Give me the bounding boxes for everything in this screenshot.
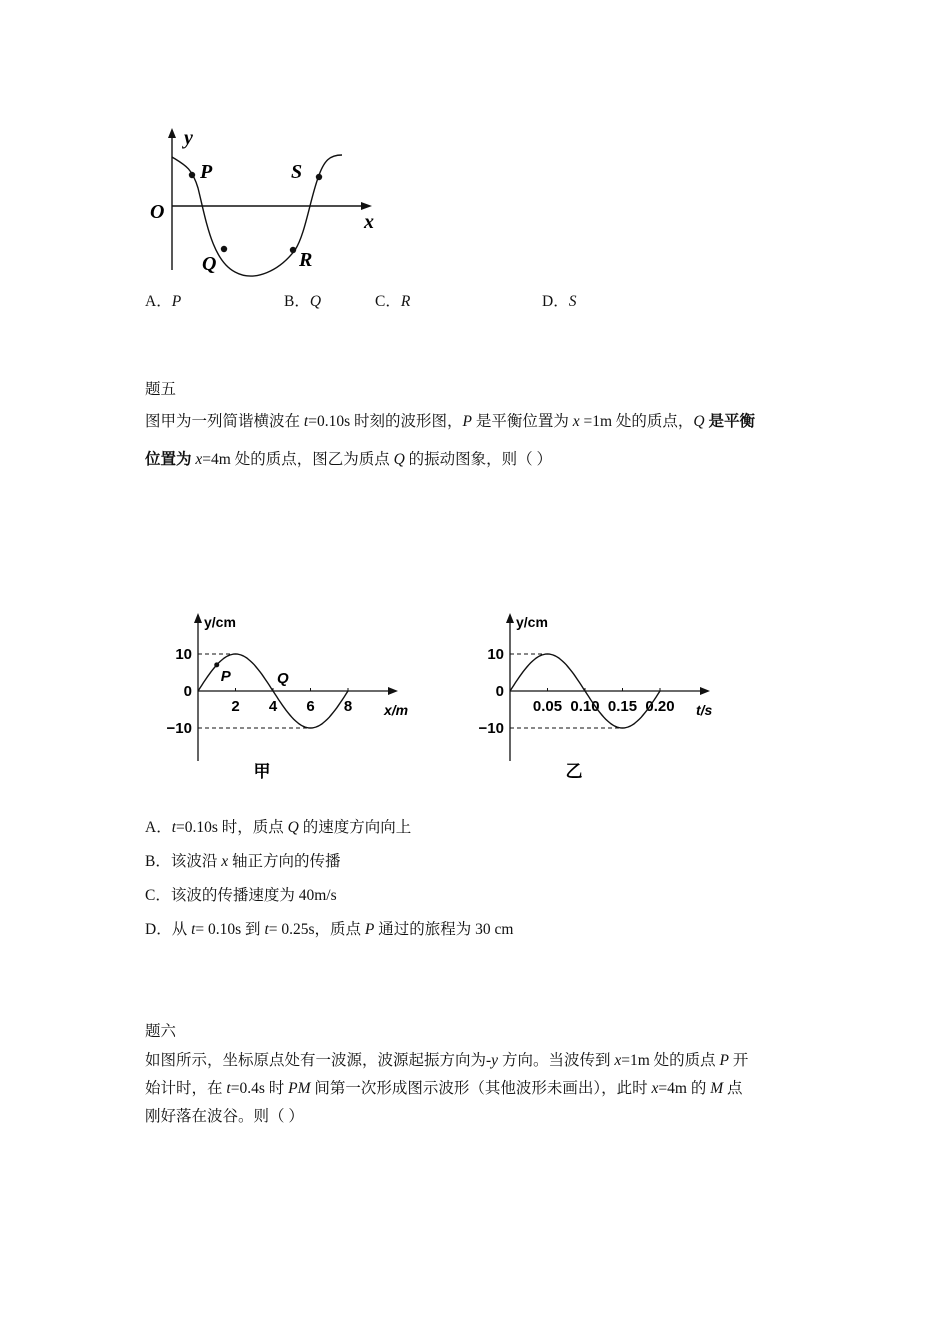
chart-caption: 乙 [565, 762, 583, 781]
chart-caption: 甲 [253, 762, 271, 781]
y-axis-arrow [194, 613, 202, 623]
option-letter: C． [375, 293, 401, 310]
y-tick-label: 0 [495, 683, 504, 700]
option-letter: D． [542, 293, 569, 310]
x-axis-arrow [361, 202, 372, 210]
q5-option-d[interactable]: D．从 t= 0.10s 到 t= 0.25s，质点 P 通过的旅程为 30 cm [145, 921, 514, 938]
y-tick-label: 10 [175, 646, 192, 663]
option-letter: B． [284, 293, 310, 310]
option-text: Q [309, 293, 322, 310]
y-tick-label: −10 [478, 720, 504, 737]
x-tick-label: 4 [268, 698, 278, 715]
y-axis-label: y/cm [204, 614, 236, 630]
x-tick-label: 2 [231, 698, 240, 715]
origin-label: O [150, 201, 165, 223]
y-axis-label: y [184, 127, 193, 149]
q4-option-c[interactable] [375, 292, 410, 312]
y-axis-label: y/cm [516, 614, 548, 630]
wave-figure-1 [140, 120, 400, 285]
x-tick-label: 8 [343, 698, 353, 715]
chart-yi [472, 605, 732, 795]
y-axis-arrow [168, 128, 176, 138]
q4-option-a[interactable] [145, 292, 181, 312]
x-axis-label: x [364, 211, 374, 233]
x-axis-arrow [700, 687, 710, 695]
option-text: S [568, 293, 577, 310]
label-q: Q [277, 670, 289, 687]
q5-option-c[interactable]: C．该波的传播速度为 40m/s [145, 887, 337, 904]
label-p: P [200, 161, 213, 183]
q4-option-d[interactable] [542, 292, 576, 312]
y-tick-label: 0 [183, 683, 192, 700]
point-q [221, 246, 227, 252]
label-s: S [291, 161, 303, 183]
option-letter: A． [145, 293, 172, 310]
q6-stem-line-2: 始计时，在 t=0.4s 时 PM 间第一次形成图示波形（其他波形未画出），此时 x=4m 的 M 点 [145, 1080, 743, 1097]
chart-jia [160, 605, 420, 795]
x-axis-arrow [388, 687, 398, 695]
y-axis-arrow [506, 613, 514, 623]
point-p [214, 662, 219, 667]
q5-option-b[interactable]: B．该波沿 x 轴正方向的传播 [145, 853, 341, 870]
point-s [316, 174, 322, 180]
point-r [290, 247, 296, 253]
wave-curve [172, 155, 342, 276]
x-tick-label: 0.10 [570, 698, 600, 715]
q6-heading: 题六 [145, 1023, 177, 1040]
x-axis-label: t/s [696, 702, 713, 718]
q5-option-a[interactable]: A．t=0.10s 时，质点 Q 的速度方向向上 [145, 819, 412, 836]
option-text: R [400, 293, 411, 310]
q6-stem-line-3: 刚好落在波谷。则（ ） [145, 1108, 304, 1125]
y-tick-label: −10 [166, 720, 192, 737]
label-r: R [299, 249, 313, 271]
label-p: P [220, 667, 231, 685]
x-axis-label: x/m [384, 702, 409, 718]
x-tick-label: 0.15 [607, 698, 638, 715]
q6-stem-line-1: 如图所示，坐标原点处有一波源，波源起振方向为-y 方向。当波传到 x=1m 处的质点 P 开 [145, 1052, 749, 1069]
x-tick-label: 6 [306, 698, 315, 715]
option-text: P [171, 293, 182, 310]
x-tick-label: 0.05 [532, 698, 563, 715]
q5-stem-line-1: 图甲为一列简谐横波在 t=0.10s 时刻的波形图，P 是平衡位置为 x =1m 处的质点，Q 是平衡 [145, 413, 756, 430]
y-tick-label: 10 [487, 646, 504, 663]
q5-heading: 题五 [145, 381, 177, 398]
point-p [189, 172, 195, 178]
q5-stem-line-2: 位置为 x=4m 处的质点，图乙为质点 Q 的振动图象，则（ ） [145, 451, 553, 468]
x-tick-label: 0.20 [645, 698, 675, 715]
label-q: Q [202, 253, 217, 275]
q4-option-b[interactable] [284, 292, 321, 312]
